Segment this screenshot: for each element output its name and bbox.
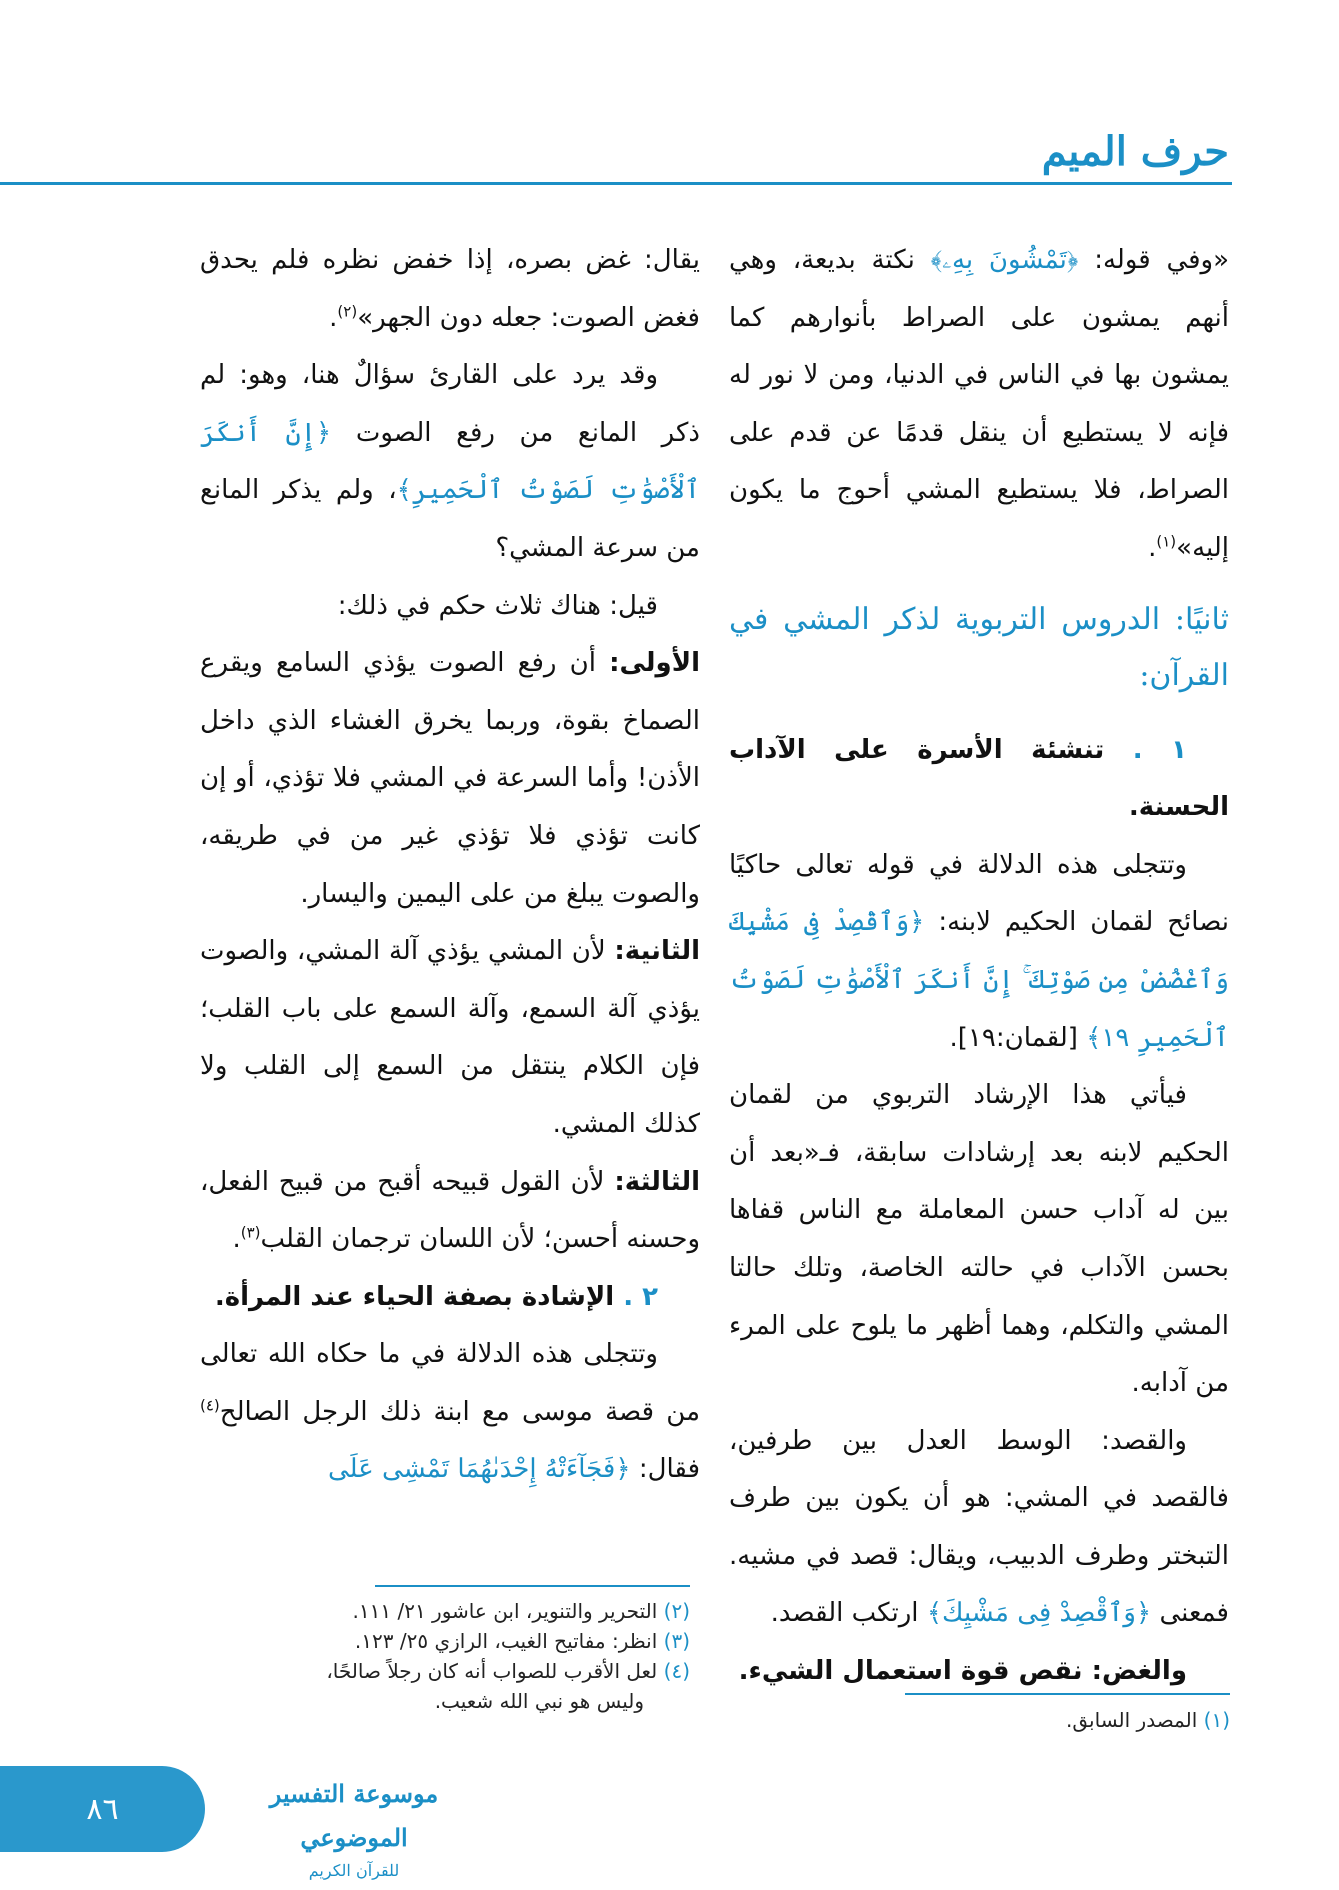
logo-title: موسوعة التفسير الموضوعي [269,1779,439,1852]
footnotes-left [200,1596,690,1716]
footnote: (٤) لعل الأقرب للصواب أنه كان رجلاً صالحًا، [326,1659,690,1683]
footnote-ref: (١) [1156,532,1177,551]
footnote-ref: (٤) [200,1396,220,1415]
right-column [729,232,1229,1701]
footnote-number: (٣) [663,1629,690,1653]
quran-quote: ﴿إِنَّ أَنكَرَ ٱلْأَصْوَٰتِ لَصَوْتُ ٱلْحَمِيرِ﴾ [200,417,701,506]
quran-quote: ﴿وَٱقْصِدْ فِى مَشْيِكَ وَٱغْضُضْ مِن صَوْتِكَ ۚ إِنَّ أَنكَرَ ٱلْأَصْوَٰتِ لَصَوْتُ ٱلْحَمِيرِ ١٩﴾ [729,907,1229,1053]
paragraph: وقد يرد على القارئ سؤالٌ هنا، وهو: لم ذكر المانع من رفع الصوت ﴿إِنَّ أَنكَرَ ٱلْأَصْوَٰتِ لَصَوْتُ ٱلْحَمِيرِ﴾، ولم يذكر المانع من سرعة المشي؟ [200,360,701,563]
footnote: (٣) انظر: مفاتيح الغيب، الرازي ٢٥/ ١٢٣. [354,1629,690,1653]
quran-quote: ﴿تَمْشُونَ بِهِۦ﴾ [930,245,1079,275]
paragraph: وتتجلى هذه الدلالة في قوله تعالى حاكيًا نصائح لقمان الحكيم لابنه: ﴿وَٱقْصِدْ فِى مَشْيِكَ وَٱغْضُضْ مِن صَوْتِكَ ۚ إِنَّ أَنكَرَ ٱلْأَصْوَٰتِ لَصَوْتُ ٱلْحَمِيرِ ١٩﴾ [لقمان:١٩]. [729,849,1229,1053]
footnote-continuation: وليس هو نبي الله شعيب. [434,1689,644,1713]
page-number: ٨٦ [86,1791,119,1827]
point-label: الثالثة: [614,1166,700,1197]
footnote-rule [905,1693,1230,1695]
paragraph: الأولى: أن رفع الصوت يؤذي السامع ويقرع الصماخ بقوة، وربما يخرق الغشاء الذي داخل الأذن! وأما السرعة في المشي فلا تؤذي، أو إن كانت تؤذي فلا تؤذي غير من في طريقه، والصوت يبلغ من على اليمين واليسار. [200,648,700,909]
paragraph: قيل: هناك ثلاث حكم في ذلك: [337,590,658,621]
header-rule [0,182,1232,185]
left-column [200,232,700,1499]
quran-quote: ﴿وَٱقْصِدْ فِى مَشْيِكَ﴾ [926,1598,1152,1629]
footnote: (١) المصدر السابق. [1066,1708,1230,1732]
list-item-heading: ٢ . الإشادة بصفة الحياء عند المرأة. [214,1281,658,1312]
footnote-number: (٢) [663,1599,690,1623]
paragraph: يقال: غض بصره، إذا خفض نظره فلم يحدق فغض الصوت: جعله دون الجهر»$^{(٢)}$. [200,245,700,333]
point-label: الأولى: [609,648,700,679]
logo-subtitle: للقرآن الكريم [308,1861,400,1880]
footnote-ref: (٢) [337,301,358,320]
paragraph: والغض: نقص قوة استعمال الشيء. [738,1656,1187,1687]
footnotes-right [740,1705,1230,1735]
paragraph: وتتجلى هذه الدلالة في ما حكاه الله تعالى من قصة موسى مع ابنة ذلك الرجل الصالح$^{(٤)}$ فقال: ﴿فَجَآءَتْهُ إِحْدَىٰهُمَا تَمْشِى عَلَى [200,1339,700,1485]
point-label: الثانية: [614,936,700,967]
footnote-number: (٤) [663,1659,690,1683]
list-number: ٢ . [623,1281,658,1312]
page-number-badge [0,1766,205,1852]
page-header-title: حرف الميم [1041,128,1229,175]
list-number: ١ . [1132,734,1187,765]
footnote: (٢) التحرير والتنوير، ابن عاشور ٢١/ ١١١. [352,1599,690,1623]
paragraph: الثانية: لأن المشي يؤذي آلة المشي، والصوت يؤذي آلة السمع، وآلة السمع على باب القلب؛ فإن الكلام ينتقل من السمع إلى القلب ولا كذلك المشي. [200,936,700,1139]
paragraph: «وفي قوله: ﴿تَمْشُونَ بِهِۦ﴾ نكتة بديعة، وهي أنهم يمشون على الصراط بأنوارهم كما يمشون بها في الناس في الدنيا، ومن لا نور له فإنه لا يستطيع أن ينقل قدمًا عن قدم على الصراط، فلا يستطيع المشي أحوج ما يكون إليه»$^{(١)}$. [729,245,1230,563]
footnote-ref: (٣) [240,1223,261,1242]
encyclopedia-logo [238,1772,470,1880]
section-heading: ثانيًا: الدروس التربوية لذكر المشي في القرآن: [729,601,1229,693]
paragraph: والقصد: الوسط العدل بين طرفين، فالقصد في المشي: هو أن يكون بين طرف التبختر وطرف الدبيب، ويقال: قصد في مشيه. فمعنى ﴿وَٱقْصِدْ فِى مَشْيِكَ﴾ ارتكب القصد. [729,1425,1229,1629]
quran-quote: ﴿فَجَآءَتْهُ إِحْدَىٰهُمَا تَمْشِى عَلَى [327,1454,631,1485]
paragraph: الثالثة: لأن القول قبيحه أقبح من قبيح الفعل، وحسنه أحسن؛ لأن اللسان ترجمان القلب$^{(٣)}$. [200,1166,700,1255]
paragraph: فيأتي هذا الإرشاد التربوي من لقمان الحكيم لابنه بعد إرشادات سابقة، فـ«بعد أن بين له آداب حسن المعاملة مع الناس قفاها بحسن الآداب في حالته الخاصة، وتلك حالتا المشي والتكلم، وهما أظهر ما يلوح على المرء من آدابه. [729,1080,1229,1399]
list-item-heading: ١ . تنشئة الأسرة على الآداب الحسنة. [729,734,1229,823]
footnote-rule [375,1585,690,1587]
footnote-number: (١) [1203,1708,1230,1732]
